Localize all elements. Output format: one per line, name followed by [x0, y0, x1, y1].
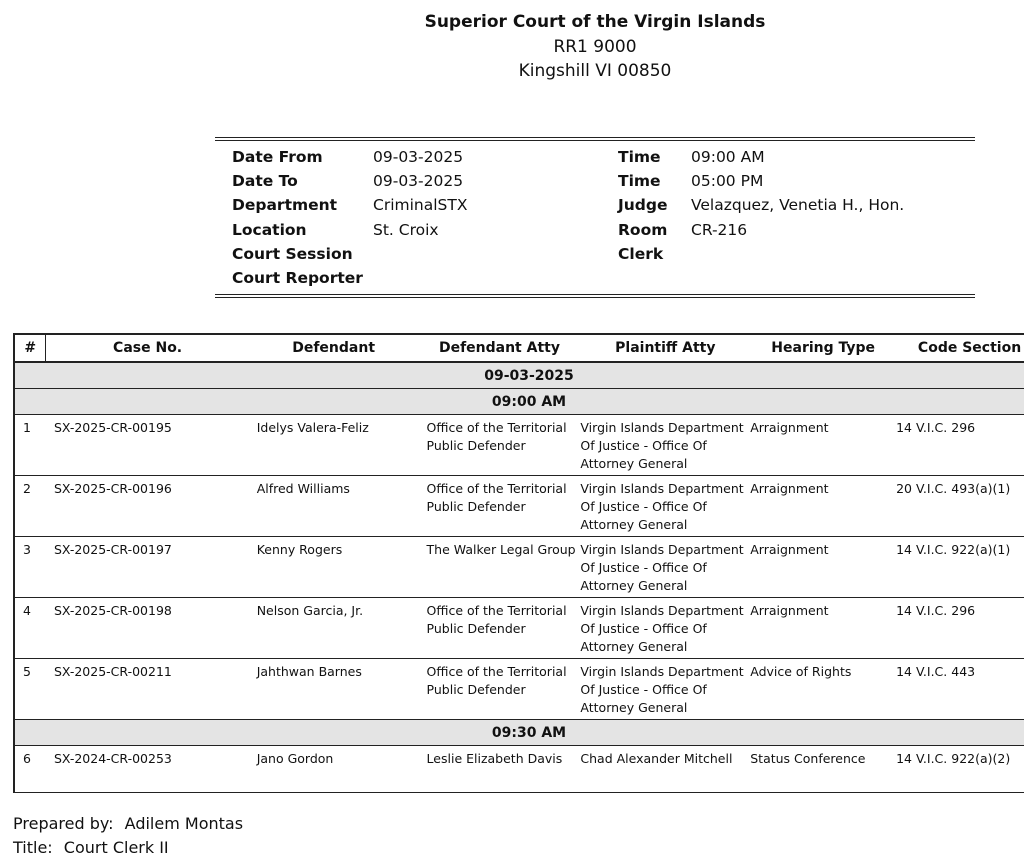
- defendant-attorney: Office of the Territorial Public Defender: [419, 415, 581, 476]
- row-number: 6: [14, 746, 46, 793]
- title-label: Title:: [13, 838, 53, 857]
- court-address-line-1: RR1 9000: [553, 37, 637, 57]
- defendant-attorney: Leslie Elizabeth Davis: [419, 746, 581, 793]
- time-group-label: 09:30 AM: [14, 720, 1024, 746]
- table-row: [14, 746, 1024, 793]
- col-header-number: #: [14, 334, 46, 362]
- code-section: 14 V.I.C. 443: [896, 659, 1024, 720]
- col-header-defendant: Defendant: [249, 334, 419, 362]
- defendant-name: Jahthwan Barnes: [249, 659, 419, 720]
- defendant-name: Idelys Valera-Feliz: [249, 415, 419, 476]
- hearing-type: Arraignment: [750, 598, 896, 659]
- code-section: 14 V.I.C. 922(a)(1): [896, 537, 1024, 598]
- defendant-name: Jano Gordon: [249, 746, 419, 793]
- court-address-line-2: Kingshill VI 00850: [518, 61, 672, 81]
- row-number: 5: [14, 659, 46, 720]
- case-number: SX-2025-CR-00198: [46, 598, 249, 659]
- date-from-label: Date From: [232, 148, 323, 166]
- location-value: St. Croix: [373, 220, 439, 239]
- hearing-type: Advice of Rights: [750, 659, 896, 720]
- table-row: [14, 415, 1024, 476]
- date-group-row: [14, 362, 1024, 389]
- defendant-attorney: Office of the Territorial Public Defender: [419, 598, 581, 659]
- code-section: 20 V.I.C. 493(a)(1): [896, 476, 1024, 537]
- code-section: 14 V.I.C. 296: [896, 598, 1024, 659]
- case-number: SX-2025-CR-00211: [46, 659, 249, 720]
- time-group-label: 09:00 AM: [14, 389, 1024, 415]
- code-section: 14 V.I.C. 296: [896, 415, 1024, 476]
- table-header-row: [14, 334, 1024, 362]
- case-number: SX-2025-CR-00197: [46, 537, 249, 598]
- col-header-defendant-atty: Defendant Atty: [419, 334, 581, 362]
- row-number: 2: [14, 476, 46, 537]
- date-to-label: Date To: [232, 172, 298, 191]
- department-label: Department: [232, 196, 338, 215]
- court-reporter-label: Court Reporter: [232, 268, 363, 287]
- plaintiff-attorney: Virgin Islands Department Of Justice - Office Of Attorney General: [580, 476, 750, 537]
- plaintiff-attorney: Virgin Islands Department Of Justice - Office Of Attorney General: [580, 415, 750, 476]
- row-number: 4: [14, 598, 46, 659]
- clerk-label: Clerk: [618, 244, 664, 263]
- time-to-label: Time: [618, 172, 661, 191]
- col-header-case-no: Case No.: [46, 334, 249, 362]
- table-row: [14, 598, 1024, 659]
- plaintiff-attorney: Virgin Islands Department Of Justice - Office Of Attorney General: [580, 537, 750, 598]
- plaintiff-attorney: Virgin Islands Department Of Justice - Office Of Attorney General: [580, 598, 750, 659]
- date-group-label: 09-03-2025: [14, 362, 1024, 389]
- time-to-value: 05:00 PM: [691, 172, 764, 191]
- col-header-plaintiff-atty: Plaintiff Atty: [580, 334, 750, 362]
- prepared-by-label: Prepared by:: [13, 814, 114, 833]
- case-number: SX-2025-CR-00196: [46, 476, 249, 537]
- table-row: [14, 537, 1024, 598]
- calendar-meta-block: [215, 137, 975, 298]
- title-value: Court Clerk II: [63, 838, 169, 857]
- date-from-value: 09-03-2025: [373, 148, 464, 166]
- location-label: Location: [232, 220, 307, 239]
- defendant-attorney: The Walker Legal Group: [419, 537, 581, 598]
- calendar-table: [13, 333, 1024, 793]
- time-group-row: [14, 720, 1024, 746]
- hearing-type: Arraignment: [750, 476, 896, 537]
- hearing-type: Arraignment: [750, 415, 896, 476]
- court-name: Superior Court of the Virgin Islands: [424, 12, 766, 32]
- prepared-by-footer: [13, 812, 243, 860]
- defendant-attorney: Office of the Territorial Public Defender: [419, 659, 581, 720]
- plaintiff-attorney: Virgin Islands Department Of Justice - Office Of Attorney General: [580, 659, 750, 720]
- date-to-value: 09-03-2025: [373, 172, 464, 191]
- plaintiff-attorney: Chad Alexander Mitchell: [580, 746, 750, 793]
- table-row: [14, 659, 1024, 720]
- case-number: SX-2025-CR-00195: [46, 415, 249, 476]
- hearing-type: Status Conference: [750, 746, 896, 793]
- time-from-value: 09:00 AM: [691, 148, 765, 166]
- judge-label: Judge: [618, 196, 668, 215]
- prepared-by-name: Adilem Montas: [124, 814, 244, 833]
- code-section: 14 V.I.C. 922(a)(2): [896, 746, 1024, 793]
- hearing-type: Arraignment: [750, 537, 896, 598]
- judge-value: Velazquez, Venetia H., Hon.: [691, 196, 905, 215]
- table-row: [14, 476, 1024, 537]
- department-value: CriminalSTX: [373, 196, 468, 215]
- defendant-name: Alfred Williams: [249, 476, 419, 537]
- defendant-name: Kenny Rogers: [249, 537, 419, 598]
- defendant-attorney: Office of the Territorial Public Defender: [419, 476, 581, 537]
- case-number: SX-2024-CR-00253: [46, 746, 249, 793]
- room-value: CR-216: [691, 220, 748, 239]
- row-number: 3: [14, 537, 46, 598]
- row-number: 1: [14, 415, 46, 476]
- defendant-name: Nelson Garcia, Jr.: [249, 598, 419, 659]
- col-header-hearing-type: Hearing Type: [750, 334, 896, 362]
- col-header-code-section: Code Section: [896, 334, 1024, 362]
- time-from-label: Time: [618, 148, 661, 166]
- court-session-label: Court Session: [232, 244, 353, 263]
- room-label: Room: [618, 220, 668, 239]
- time-group-row: [14, 389, 1024, 415]
- court-header: [0, 10, 1024, 83]
